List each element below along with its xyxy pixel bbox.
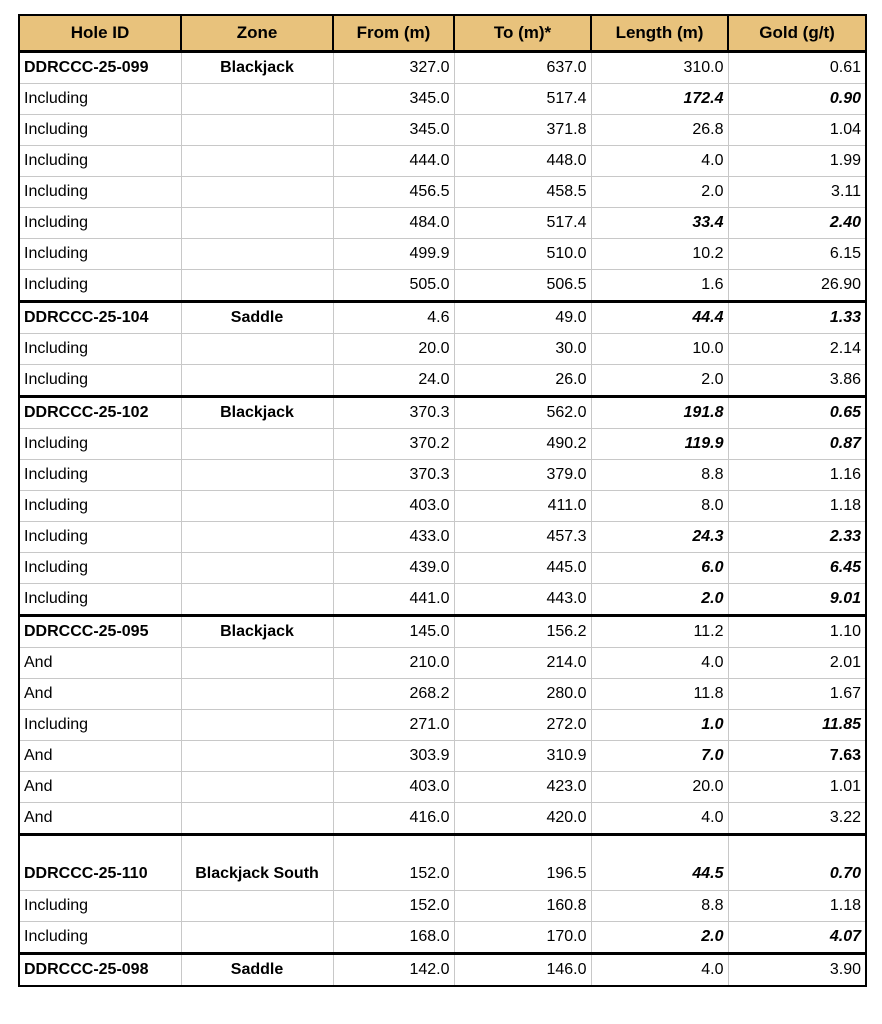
length-cell: 7.0 bbox=[591, 741, 728, 772]
from-cell: 168.0 bbox=[333, 922, 454, 954]
interval-row bbox=[19, 584, 866, 616]
from-cell: 441.0 bbox=[333, 584, 454, 616]
length-cell: 11.8 bbox=[591, 679, 728, 710]
zone-cell: Blackjack bbox=[181, 397, 333, 429]
length-cell: 2.0 bbox=[591, 365, 728, 397]
table-body bbox=[19, 52, 866, 987]
gold-cell: 11.85 bbox=[728, 710, 866, 741]
hole-id-cell: Including bbox=[19, 270, 181, 302]
interval-row bbox=[19, 553, 866, 584]
gold-cell: 9.01 bbox=[728, 584, 866, 616]
hole-id-cell: Including bbox=[19, 177, 181, 208]
zone-cell bbox=[181, 679, 333, 710]
interval-row bbox=[19, 270, 866, 302]
zone-cell bbox=[181, 334, 333, 365]
interval-row bbox=[19, 177, 866, 208]
hole-id-cell: Including bbox=[19, 553, 181, 584]
to-cell: 49.0 bbox=[454, 302, 591, 334]
interval-row bbox=[19, 679, 866, 710]
gold-cell: 3.22 bbox=[728, 803, 866, 835]
gold-cell: 6.45 bbox=[728, 553, 866, 584]
hole-row bbox=[19, 954, 866, 987]
zone-cell bbox=[181, 553, 333, 584]
interval-row bbox=[19, 741, 866, 772]
hole-id-cell: And bbox=[19, 772, 181, 803]
zone-cell bbox=[181, 208, 333, 239]
from-cell: 370.3 bbox=[333, 460, 454, 491]
to-cell: 510.0 bbox=[454, 239, 591, 270]
gold-cell: 0.70 bbox=[728, 835, 866, 891]
interval-row bbox=[19, 239, 866, 270]
to-cell: 445.0 bbox=[454, 553, 591, 584]
zone-cell bbox=[181, 584, 333, 616]
hole-id-cell: Including bbox=[19, 891, 181, 922]
from-cell: 152.0 bbox=[333, 891, 454, 922]
from-cell: 268.2 bbox=[333, 679, 454, 710]
length-cell: 8.8 bbox=[591, 891, 728, 922]
interval-row bbox=[19, 648, 866, 679]
length-cell: 4.0 bbox=[591, 648, 728, 679]
interval-row bbox=[19, 84, 866, 115]
zone-cell bbox=[181, 891, 333, 922]
length-cell: 11.2 bbox=[591, 616, 728, 648]
zone-cell bbox=[181, 522, 333, 553]
from-cell: 24.0 bbox=[333, 365, 454, 397]
gold-cell: 2.01 bbox=[728, 648, 866, 679]
interval-row bbox=[19, 365, 866, 397]
gold-cell: 3.11 bbox=[728, 177, 866, 208]
zone-cell bbox=[181, 710, 333, 741]
zone-cell bbox=[181, 772, 333, 803]
from-cell: 271.0 bbox=[333, 710, 454, 741]
length-cell: 8.8 bbox=[591, 460, 728, 491]
length-cell: 24.3 bbox=[591, 522, 728, 553]
gold-cell: 3.90 bbox=[728, 954, 866, 987]
to-cell: 26.0 bbox=[454, 365, 591, 397]
to-cell: 30.0 bbox=[454, 334, 591, 365]
to-cell: 160.8 bbox=[454, 891, 591, 922]
zone-cell bbox=[181, 146, 333, 177]
from-cell: 370.3 bbox=[333, 397, 454, 429]
header-row bbox=[19, 15, 866, 52]
from-cell: 145.0 bbox=[333, 616, 454, 648]
interval-row bbox=[19, 115, 866, 146]
gold-cell: 1.67 bbox=[728, 679, 866, 710]
hole-id-cell: And bbox=[19, 648, 181, 679]
from-cell: 345.0 bbox=[333, 115, 454, 146]
drill-results-table-wrapper bbox=[18, 14, 865, 987]
gold-cell: 1.99 bbox=[728, 146, 866, 177]
to-cell: 457.3 bbox=[454, 522, 591, 553]
interval-row bbox=[19, 772, 866, 803]
to-cell: 637.0 bbox=[454, 52, 591, 84]
hole-id-cell: Including bbox=[19, 365, 181, 397]
hole-row bbox=[19, 52, 866, 84]
to-cell: 420.0 bbox=[454, 803, 591, 835]
zone-cell bbox=[181, 115, 333, 146]
to-cell: 371.8 bbox=[454, 115, 591, 146]
gold-cell: 4.07 bbox=[728, 922, 866, 954]
length-cell: 6.0 bbox=[591, 553, 728, 584]
hole-id-cell: Including bbox=[19, 239, 181, 270]
from-cell: 403.0 bbox=[333, 772, 454, 803]
from-cell: 505.0 bbox=[333, 270, 454, 302]
gold-cell: 1.10 bbox=[728, 616, 866, 648]
gold-cell: 6.15 bbox=[728, 239, 866, 270]
interval-row bbox=[19, 208, 866, 239]
interval-row bbox=[19, 146, 866, 177]
zone-cell bbox=[181, 365, 333, 397]
zone-cell bbox=[181, 460, 333, 491]
from-cell: 345.0 bbox=[333, 84, 454, 115]
hole-id-cell: Including bbox=[19, 429, 181, 460]
column-header-from: From (m) bbox=[333, 15, 454, 52]
from-cell: 142.0 bbox=[333, 954, 454, 987]
hole-id-cell: Including bbox=[19, 491, 181, 522]
zone-cell bbox=[181, 84, 333, 115]
to-cell: 517.4 bbox=[454, 208, 591, 239]
to-cell: 490.2 bbox=[454, 429, 591, 460]
gold-cell: 0.61 bbox=[728, 52, 866, 84]
from-cell: 403.0 bbox=[333, 491, 454, 522]
gold-cell: 0.90 bbox=[728, 84, 866, 115]
column-header-to: To (m)* bbox=[454, 15, 591, 52]
zone-cell: Blackjack South bbox=[181, 835, 333, 891]
zone-cell bbox=[181, 648, 333, 679]
interval-row bbox=[19, 891, 866, 922]
length-cell: 8.0 bbox=[591, 491, 728, 522]
gold-cell: 2.33 bbox=[728, 522, 866, 553]
gold-cell: 1.18 bbox=[728, 891, 866, 922]
to-cell: 517.4 bbox=[454, 84, 591, 115]
table-header bbox=[19, 15, 866, 52]
drill-results-table bbox=[18, 14, 867, 987]
hole-id-cell: DDRCCC-25-098 bbox=[19, 954, 181, 987]
to-cell: 272.0 bbox=[454, 710, 591, 741]
zone-cell bbox=[181, 177, 333, 208]
from-cell: 327.0 bbox=[333, 52, 454, 84]
from-cell: 433.0 bbox=[333, 522, 454, 553]
hole-id-cell: And bbox=[19, 803, 181, 835]
zone-cell bbox=[181, 803, 333, 835]
to-cell: 448.0 bbox=[454, 146, 591, 177]
hole-id-cell: Including bbox=[19, 460, 181, 491]
to-cell: 196.5 bbox=[454, 835, 591, 891]
gold-cell: 0.65 bbox=[728, 397, 866, 429]
interval-row bbox=[19, 522, 866, 553]
length-cell: 26.8 bbox=[591, 115, 728, 146]
zone-cell: Saddle bbox=[181, 954, 333, 987]
to-cell: 411.0 bbox=[454, 491, 591, 522]
interval-row bbox=[19, 334, 866, 365]
from-cell: 152.0 bbox=[333, 835, 454, 891]
hole-id-cell: Including bbox=[19, 334, 181, 365]
from-cell: 484.0 bbox=[333, 208, 454, 239]
to-cell: 458.5 bbox=[454, 177, 591, 208]
gold-cell: 1.16 bbox=[728, 460, 866, 491]
zone-cell bbox=[181, 429, 333, 460]
length-cell: 1.6 bbox=[591, 270, 728, 302]
gold-cell: 2.14 bbox=[728, 334, 866, 365]
zone-cell: Blackjack bbox=[181, 52, 333, 84]
zone-cell bbox=[181, 270, 333, 302]
zone-cell bbox=[181, 741, 333, 772]
hole-row bbox=[19, 835, 866, 891]
zone-cell bbox=[181, 922, 333, 954]
zone-cell: Saddle bbox=[181, 302, 333, 334]
to-cell: 506.5 bbox=[454, 270, 591, 302]
hole-id-cell: Including bbox=[19, 710, 181, 741]
from-cell: 303.9 bbox=[333, 741, 454, 772]
hole-id-cell: Including bbox=[19, 84, 181, 115]
length-cell: 2.0 bbox=[591, 922, 728, 954]
gold-cell: 1.18 bbox=[728, 491, 866, 522]
hole-id-cell: And bbox=[19, 679, 181, 710]
hole-row bbox=[19, 616, 866, 648]
hole-row bbox=[19, 397, 866, 429]
gold-cell: 3.86 bbox=[728, 365, 866, 397]
interval-row bbox=[19, 803, 866, 835]
length-cell: 10.2 bbox=[591, 239, 728, 270]
to-cell: 214.0 bbox=[454, 648, 591, 679]
length-cell: 4.0 bbox=[591, 803, 728, 835]
to-cell: 146.0 bbox=[454, 954, 591, 987]
zone-cell bbox=[181, 239, 333, 270]
zone-cell bbox=[181, 491, 333, 522]
hole-id-cell: Including bbox=[19, 146, 181, 177]
gold-cell: 7.63 bbox=[728, 741, 866, 772]
from-cell: 4.6 bbox=[333, 302, 454, 334]
from-cell: 416.0 bbox=[333, 803, 454, 835]
gold-cell: 1.01 bbox=[728, 772, 866, 803]
to-cell: 379.0 bbox=[454, 460, 591, 491]
gold-cell: 1.04 bbox=[728, 115, 866, 146]
hole-id-cell: DDRCCC-25-102 bbox=[19, 397, 181, 429]
interval-row bbox=[19, 710, 866, 741]
length-cell: 20.0 bbox=[591, 772, 728, 803]
column-header-gold: Gold (g/t) bbox=[728, 15, 866, 52]
to-cell: 443.0 bbox=[454, 584, 591, 616]
hole-id-cell: DDRCCC-25-095 bbox=[19, 616, 181, 648]
column-header-hole-id: Hole ID bbox=[19, 15, 181, 52]
length-cell: 1.0 bbox=[591, 710, 728, 741]
to-cell: 170.0 bbox=[454, 922, 591, 954]
from-cell: 444.0 bbox=[333, 146, 454, 177]
length-cell: 44.5 bbox=[591, 835, 728, 891]
gold-cell: 26.90 bbox=[728, 270, 866, 302]
gold-cell: 2.40 bbox=[728, 208, 866, 239]
length-cell: 191.8 bbox=[591, 397, 728, 429]
hole-id-cell: Including bbox=[19, 522, 181, 553]
interval-row bbox=[19, 460, 866, 491]
from-cell: 20.0 bbox=[333, 334, 454, 365]
to-cell: 310.9 bbox=[454, 741, 591, 772]
from-cell: 370.2 bbox=[333, 429, 454, 460]
length-cell: 33.4 bbox=[591, 208, 728, 239]
length-cell: 4.0 bbox=[591, 954, 728, 987]
length-cell: 44.4 bbox=[591, 302, 728, 334]
to-cell: 156.2 bbox=[454, 616, 591, 648]
gold-cell: 0.87 bbox=[728, 429, 866, 460]
hole-id-cell: DDRCCC-25-099 bbox=[19, 52, 181, 84]
hole-id-cell: Including bbox=[19, 115, 181, 146]
to-cell: 562.0 bbox=[454, 397, 591, 429]
hole-id-cell: Including bbox=[19, 584, 181, 616]
hole-id-cell: And bbox=[19, 741, 181, 772]
length-cell: 310.0 bbox=[591, 52, 728, 84]
from-cell: 210.0 bbox=[333, 648, 454, 679]
zone-cell: Blackjack bbox=[181, 616, 333, 648]
hole-id-cell: Including bbox=[19, 208, 181, 239]
length-cell: 10.0 bbox=[591, 334, 728, 365]
column-header-zone: Zone bbox=[181, 15, 333, 52]
from-cell: 456.5 bbox=[333, 177, 454, 208]
from-cell: 439.0 bbox=[333, 553, 454, 584]
to-cell: 423.0 bbox=[454, 772, 591, 803]
to-cell: 280.0 bbox=[454, 679, 591, 710]
length-cell: 2.0 bbox=[591, 584, 728, 616]
length-cell: 119.9 bbox=[591, 429, 728, 460]
hole-id-cell: DDRCCC-25-110 bbox=[19, 835, 181, 891]
column-header-length: Length (m) bbox=[591, 15, 728, 52]
interval-row bbox=[19, 429, 866, 460]
hole-id-cell: DDRCCC-25-104 bbox=[19, 302, 181, 334]
interval-row bbox=[19, 491, 866, 522]
gold-cell: 1.33 bbox=[728, 302, 866, 334]
length-cell: 172.4 bbox=[591, 84, 728, 115]
from-cell: 499.9 bbox=[333, 239, 454, 270]
length-cell: 4.0 bbox=[591, 146, 728, 177]
hole-id-cell: Including bbox=[19, 922, 181, 954]
hole-row bbox=[19, 302, 866, 334]
length-cell: 2.0 bbox=[591, 177, 728, 208]
interval-row bbox=[19, 922, 866, 954]
